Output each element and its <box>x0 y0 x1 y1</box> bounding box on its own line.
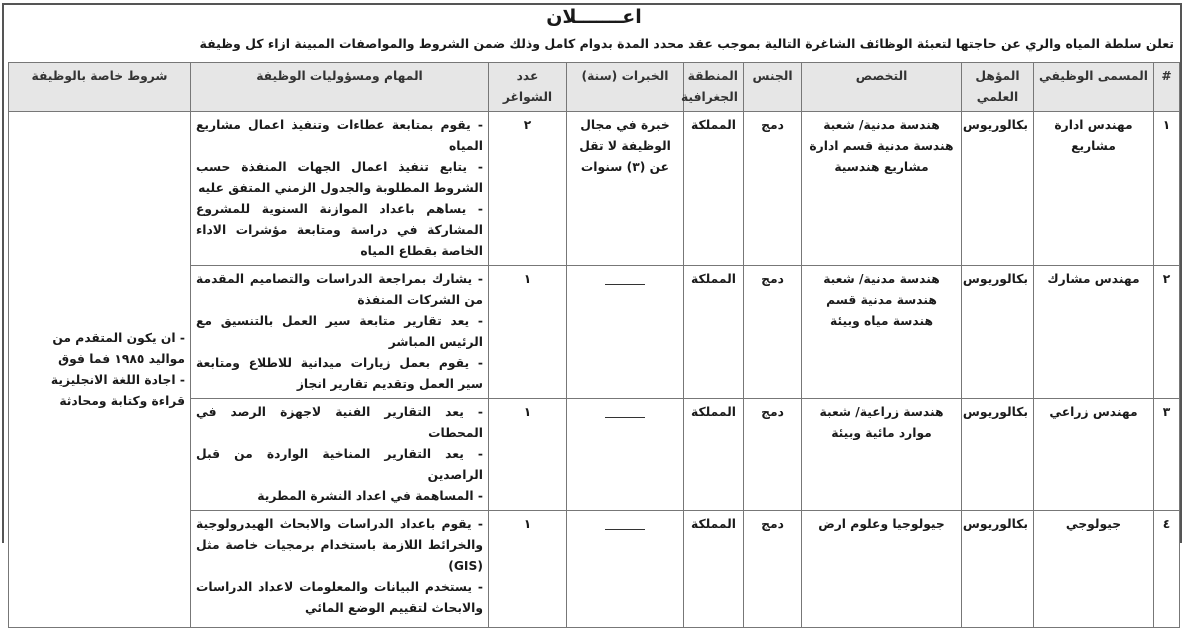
qualification-cell: بكالوريوس <box>962 399 1034 511</box>
header-col-qualification: المؤهل العلمي <box>962 63 1034 112</box>
duties-cell <box>191 266 489 399</box>
experience-cell: خبرة في مجال الوظيفة لا تقل عن (٣) سنوات <box>567 112 684 266</box>
duty-item: - يقوم بمتابعة عطاءات وتنفيذ اعمال مشاريع المياه <box>196 118 483 153</box>
qualification-cell: بكالوريوس <box>962 266 1034 399</box>
row-number-cell: ٢ <box>1154 266 1180 399</box>
vacancies-cell: ١ <box>489 266 567 399</box>
row-number-cell: ١ <box>1154 112 1180 266</box>
announcement-title: اعـــــــلان <box>546 6 642 28</box>
table-row <box>9 112 1180 266</box>
header-col-special-conditions: شروط خاصة بالوظيفة <box>9 63 191 112</box>
duties-cell <box>191 399 489 511</box>
job-title-cell: مهندس ادارة مشاريع <box>1034 112 1154 266</box>
qualification-cell: بكالوريوس <box>962 511 1034 628</box>
duty-item: - يساهم باعداد الموازنة السنوية للمشروع المشاركة في دراسة ومتابعة مؤشرات الاداء الخاصة بقطاع المياه <box>196 202 483 258</box>
header-col-duties: المهام ومسؤوليات الوظيفة <box>191 63 489 112</box>
gender-cell: دمج <box>744 511 802 628</box>
empty-dash <box>605 417 645 418</box>
region-cell: المملكة <box>684 399 744 511</box>
job-title-cell: جيولوجي <box>1034 511 1154 628</box>
duty-item: - يستخدم البيانات والمعلومات لاعداد الدراسات والابحاث لتقييم الوضع المائي <box>196 580 483 615</box>
header-col-number: # <box>1154 63 1180 112</box>
gender-cell: دمج <box>744 399 802 511</box>
experience-cell <box>567 399 684 511</box>
region-cell: المملكة <box>684 266 744 399</box>
empty-dash <box>605 284 645 285</box>
condition-item: - اجادة اللغة الانجليزية قراءة وكتابة ومحادثة <box>50 372 185 408</box>
header-col-job-title: المسمى الوظيفي <box>1034 63 1154 112</box>
duty-item: - يعد التقارير المناخية الواردة من قبل الراصدين <box>196 447 483 482</box>
job-title-cell: مهندس زراعي <box>1034 399 1154 511</box>
header-col-specialization: التخصص <box>802 63 962 112</box>
vacancies-cell: ١ <box>489 399 567 511</box>
header-col-region: المنطقة الجغرافية <box>684 63 744 112</box>
row-number-cell: ٣ <box>1154 399 1180 511</box>
row-number-cell: ٤ <box>1154 511 1180 628</box>
duties-cell <box>191 112 489 266</box>
duty-item: - يقوم بعمل زيارات ميدانية للاطلاع ومتابعة سير العمل وتقديم تقارير انجاز <box>196 356 483 391</box>
qualification-cell: بكالوريوس <box>962 112 1034 266</box>
special-conditions-cell <box>9 112 191 628</box>
header-col-vacancies: عدد الشواغر <box>489 63 567 112</box>
vacancies-cell: ١ <box>489 511 567 628</box>
duty-item: - يقوم باعداد الدراسات والابحاث الهيدرولوجية والخرائط اللازمة باستخدام برمجيات خاصة مثل (GIS) <box>196 517 483 573</box>
region-cell: المملكة <box>684 112 744 266</box>
specialization-cell: هندسة مدنية/ شعبة هندسة مدنية قسم هندسة مياه وبيئة <box>802 266 962 399</box>
specialization-cell: هندسة زراعية/ شعبة موارد مائية وبيئة <box>802 399 962 511</box>
jobs-table <box>8 62 1180 628</box>
announcement-subtitle: تعلن سلطة المياه والري عن حاجتها لتعبئة الوظائف الشاغرة التالية بموجب عقد محدد المدة بدوام كامل وذلك ضمن الشروط والمواصفات المبينة ازاء كل وظيفة <box>199 36 1174 51</box>
header-col-experience: الخبرات (سنة) <box>567 63 684 112</box>
region-cell: المملكة <box>684 511 744 628</box>
experience-cell <box>567 266 684 399</box>
duty-item: - المساهمة في اعداد النشرة المطرية <box>257 489 483 503</box>
experience-cell <box>567 511 684 628</box>
table-header-row <box>9 63 1180 112</box>
duty-item: - يعد التقارير الفنية لاجهزة الرصد في المحطات <box>196 405 483 440</box>
duties-cell <box>191 511 489 628</box>
job-title-cell: مهندس مشارك <box>1034 266 1154 399</box>
header-col-gender: الجنس <box>744 63 802 112</box>
duty-item: - يعد تقارير متابعة سير العمل بالتنسيق مع الرئيس المباشر <box>196 314 483 349</box>
duty-item: - يشارك بمراجعة الدراسات والتصاميم المقدمة من الشركات المنفذة <box>196 272 483 307</box>
gender-cell: دمج <box>744 112 802 266</box>
duty-item: - يتابع تنفيذ اعمال الجهات المنفذة حسب الشروط المطلوبة والجدول الزمني المتفق عليه <box>196 160 483 195</box>
specialization-cell: جيولوجيا وعلوم ارض <box>802 511 962 628</box>
specialization-cell: هندسة مدنية/ شعبة هندسة مدنية قسم ادارة مشاريع هندسية <box>802 112 962 266</box>
vacancies-cell: ٢ <box>489 112 567 266</box>
gender-cell: دمج <box>744 266 802 399</box>
condition-item: - ان يكون المتقدم من مواليد ١٩٨٥ فما فوق <box>52 330 185 366</box>
